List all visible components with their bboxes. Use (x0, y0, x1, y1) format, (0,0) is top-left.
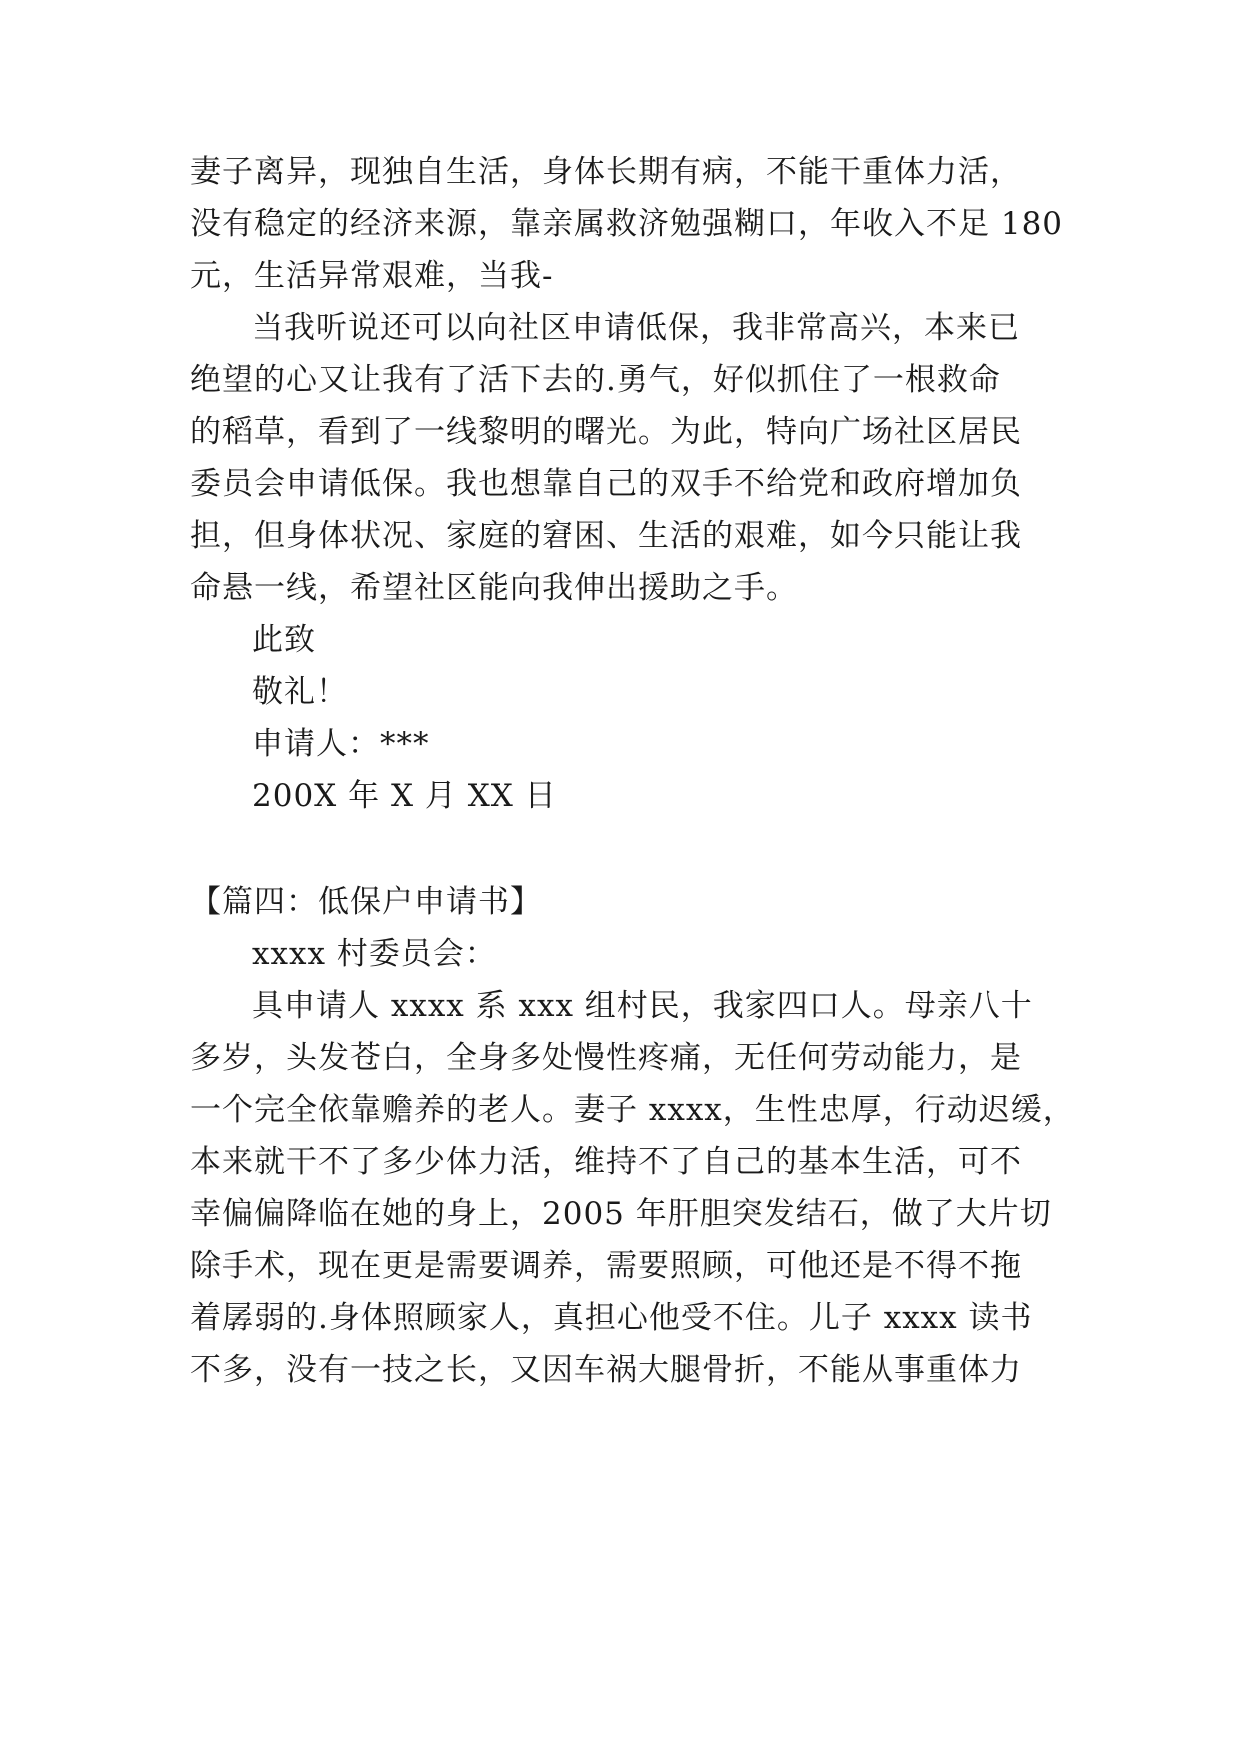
application-date: 200X 年 X 月 XX 日 (252, 778, 557, 814)
closing-regards: 敬礼！ (252, 674, 348, 710)
addressee: xxxx 村委员会： (252, 936, 497, 972)
closing-salutation: 此致 (252, 622, 316, 658)
paragraph-line: 具申请人 xxxx 系 xxx 组村民，我家四口人。母亲八十 (252, 988, 1033, 1024)
paragraph-line: 妻子离异，现独自生活，身体长期有病，不能干重体力活， (190, 154, 1022, 190)
paragraph-line: 不多，没有一技之长，又因车祸大腿骨折，不能从事重体力 (190, 1352, 1022, 1388)
paragraph-line: 多岁，头发苍白，全身多处慢性疼痛，无任何劳动能力，是 (190, 1040, 1022, 1076)
paragraph-line: 着孱弱的.身体照顾家人，真担心他受不住。儿子 xxxx 读书 (190, 1300, 1033, 1336)
paragraph-line: 本来就干不了多少体力活，维持不了自己的基本生活，可不 (190, 1144, 1022, 1180)
paragraph-line: 元，生活异常艰难，当我- (190, 258, 554, 294)
paragraph-line: 担，但身体状况、家庭的窘困、生活的艰难，如今只能让我 (190, 518, 1022, 554)
paragraph-line: 除手术，现在更是需要调养，需要照顾，可他还是不得不拖 (190, 1248, 1022, 1284)
section-title: 【篇四：低保户申请书】 (190, 884, 542, 920)
paragraph-line: 委员会申请低保。我也想靠自己的双手不给党和政府增加负 (190, 466, 1022, 502)
paragraph-line: 当我听说还可以向社区申请低保，我非常高兴，本来已 (252, 310, 1020, 346)
paragraph-line: 没有稳定的经济来源，靠亲属救济勉强糊口，年收入不足 180 (190, 206, 1064, 242)
paragraph-line: 绝望的心又让我有了活下去的.勇气，好似抓住了一根救命 (190, 362, 1001, 398)
paragraph-line: 一个完全依靠赡养的老人。妻子 xxxx，生性忠厚，行动迟缓， (190, 1092, 1075, 1128)
paragraph-line: 幸偏偏降临在她的身上，2005 年肝胆突发结石，做了大片切 (190, 1196, 1052, 1232)
paragraph-line: 的稻草，看到了一线黎明的曙光。为此，特向广场社区居民 (190, 414, 1022, 450)
applicant-signature: 申请人：*** (252, 726, 430, 762)
paragraph-line: 命悬一线，希望社区能向我伸出援助之手。 (190, 570, 798, 606)
